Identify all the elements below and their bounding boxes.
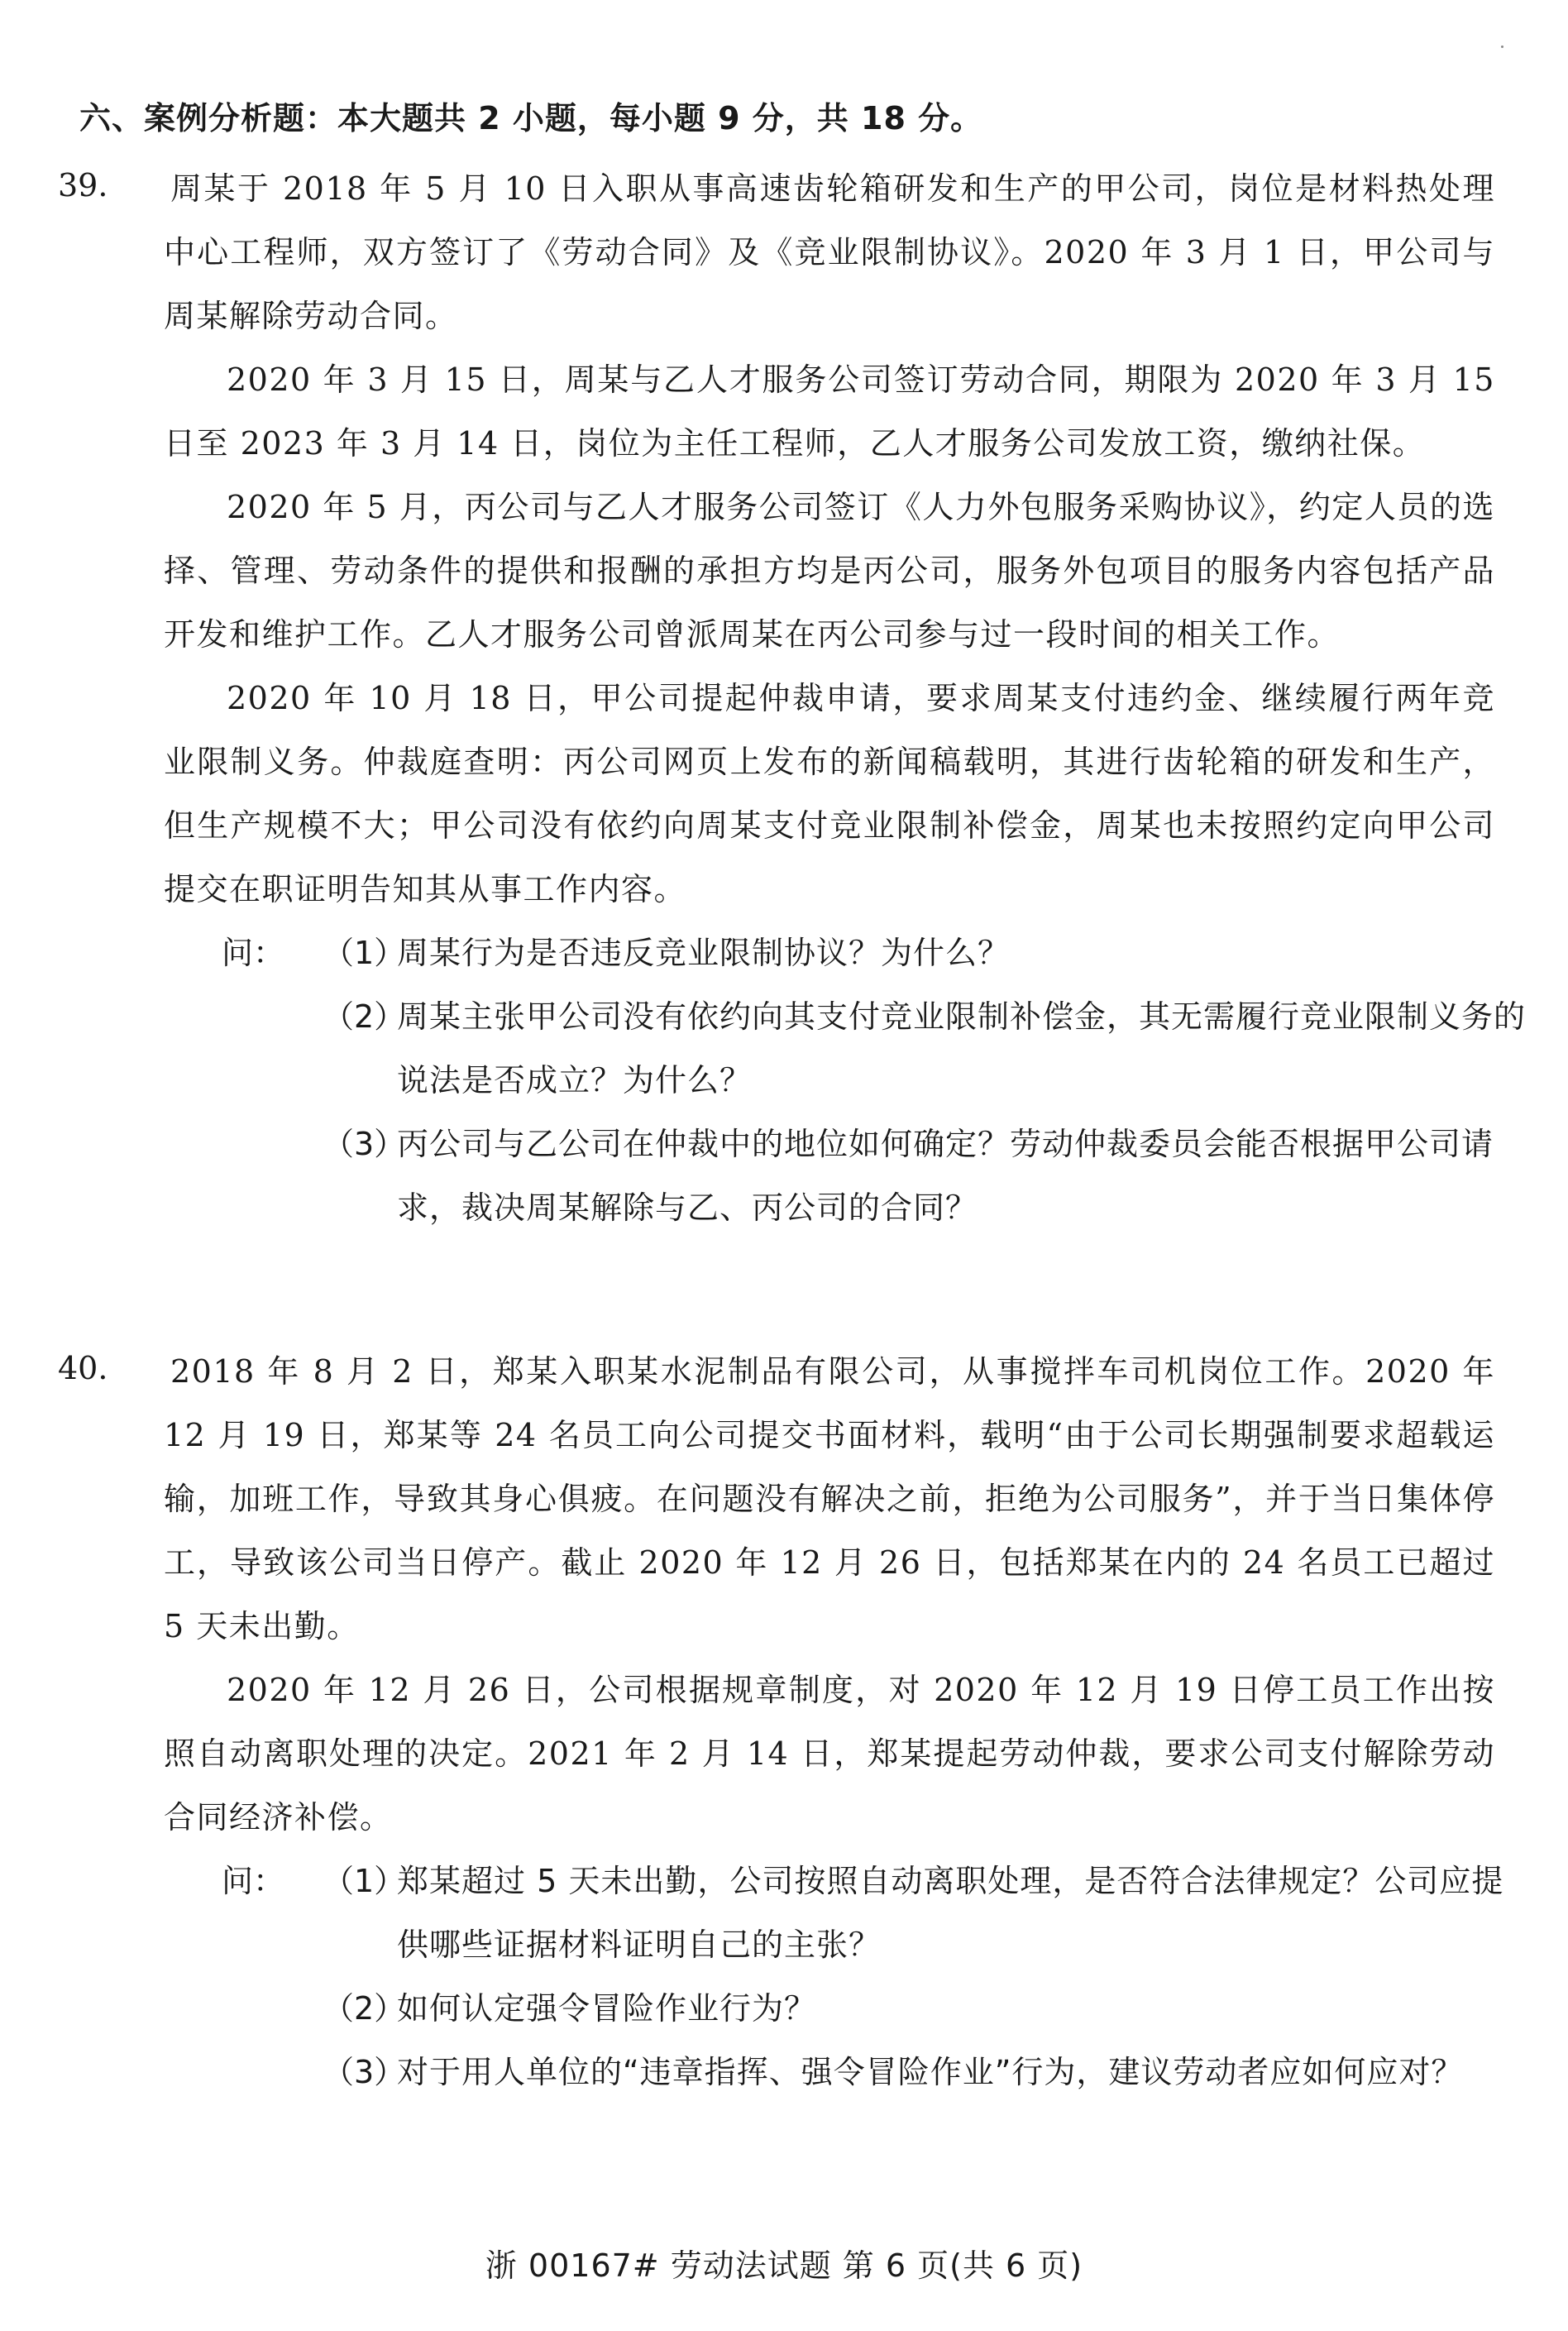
paragraph: 周某于 2018 年 5 月 10 日入职从事高速齿轮箱研发和生产的甲公司，岗位是材料热处理中心工程师，双方签订了《劳动合同》及《竞业限制协议》。2020 年 3 月 1 日，甲公司与周某解除劳动合同。 bbox=[164, 170, 1495, 334]
ask-item bbox=[222, 2041, 1528, 2104]
ask-text: 周某主张甲公司没有依约向其支付竞业限制补偿金，其无需履行竞业限制义务的说法是否成立？为什么？ bbox=[397, 998, 1527, 1098]
question-39 bbox=[58, 157, 1527, 1240]
paragraph: 2020 年 3 月 15 日，周某与乙人才服务公司签订劳动合同，期限为 2020 年 3 月 15 日至 2023 年 3 月 14 日，岗位为主任工程师，乙人才服务公司发放工资，缴纳社保。 bbox=[164, 361, 1495, 462]
paragraph: 2020 年 10 月 18 日，甲公司提起仲裁申请，要求周某支付违约金、继续履行两年竞业限制义务。仲裁庭查明：丙公司网页上发布的新闻稿载明，其进行齿轮箱的研发和生产，但生产规模不大；甲公司没有依约向周某支付竞业限制补偿金，周某也未按照约定向甲公司提交在职证明告知其从事工作内容。 bbox=[164, 680, 1495, 907]
ask-label: 问： bbox=[222, 1863, 285, 1899]
paragraph: 2018 年 8 月 2 日，郑某入职某水泥制品有限公司，从事搅拌车司机岗位工作。2020 年 12 月 19 日，郑某等 24 名员工向公司提交书面材料，载明“由于公司长期强制要求超载运输，加班工作，导致其身心俱疲。在问题没有解决之前，拒绝为公司服务”，并于当日集体停工，导致该公司当日停产。截止 2020 年 12 月 26 日，包括郑某在内的 24 名员工已超过 5 天未出勤。 bbox=[164, 1353, 1495, 1644]
ask-item bbox=[222, 1977, 1528, 2041]
ask-text: 如何认定强令冒险作业行为？ bbox=[397, 1990, 817, 2027]
ask-label: 问： bbox=[222, 935, 285, 971]
ask-number: （1） bbox=[323, 935, 406, 971]
question-number: 39. bbox=[58, 167, 108, 203]
ask-number: （2） bbox=[323, 1990, 406, 2027]
question-asks bbox=[222, 921, 1527, 1240]
question-number: 40. bbox=[58, 1350, 108, 1386]
question-body bbox=[164, 157, 1495, 921]
ask-number: （1） bbox=[323, 1863, 406, 1899]
question-body bbox=[164, 1340, 1495, 1850]
paragraph: 2020 年 5 月，丙公司与乙人才服务公司签订《人力外包服务采购协议》，约定人员的选择、管理、劳动条件的提供和报酬的承担方均是丙公司，服务外包项目的服务内容包括产品开发和维护工作。乙人才服务公司曾派周某在丙公司参与过一段时间的相关工作。 bbox=[164, 489, 1495, 653]
ask-item bbox=[222, 985, 1528, 1113]
paragraph: 2020 年 12 月 26 日，公司根据规章制度，对 2020 年 12 月 19 日停工员工作出按照自动离职处理的决定。2021 年 2 月 14 日，郑某提起劳动仲裁，要求公司支付解除劳动合同经济补偿。 bbox=[164, 1672, 1495, 1836]
ask-number: （2） bbox=[323, 998, 406, 1035]
question-40 bbox=[58, 1340, 1504, 2104]
ask-text: 丙公司与乙公司在仲裁中的地位如何确定？劳动仲裁委员会能否根据甲公司请求，裁决周某解除与乙、丙公司的合同？ bbox=[397, 1126, 1494, 1226]
ask-item bbox=[222, 921, 1528, 985]
ask-number: （3） bbox=[323, 1126, 406, 1162]
question-asks bbox=[222, 1850, 1504, 2104]
ask-item bbox=[222, 1850, 1528, 1977]
ask-text: 郑某超过 5 天未出勤，公司按照自动离职处理，是否符合法律规定？公司应提供哪些证据材料证明自己的主张？ bbox=[397, 1863, 1504, 1963]
scan-dot-mark bbox=[1501, 45, 1503, 48]
ask-number: （3） bbox=[323, 2054, 406, 2090]
page-footer: 浙 00167# 劳动法试题 第 6 页(共 6 页) bbox=[485, 2247, 1083, 2284]
ask-text: 对于用人单位的“违章指挥、强令冒险作业”行为，建议劳动者应如何应对？ bbox=[397, 2054, 1464, 2090]
section-title: 六、案例分析题：本大题共 2 小题，每小题 9 分，共 18 分。 bbox=[79, 100, 983, 136]
ask-item bbox=[222, 1113, 1528, 1240]
ask-text: 周某行为是否违反竞业限制协议？为什么？ bbox=[397, 935, 1011, 971]
